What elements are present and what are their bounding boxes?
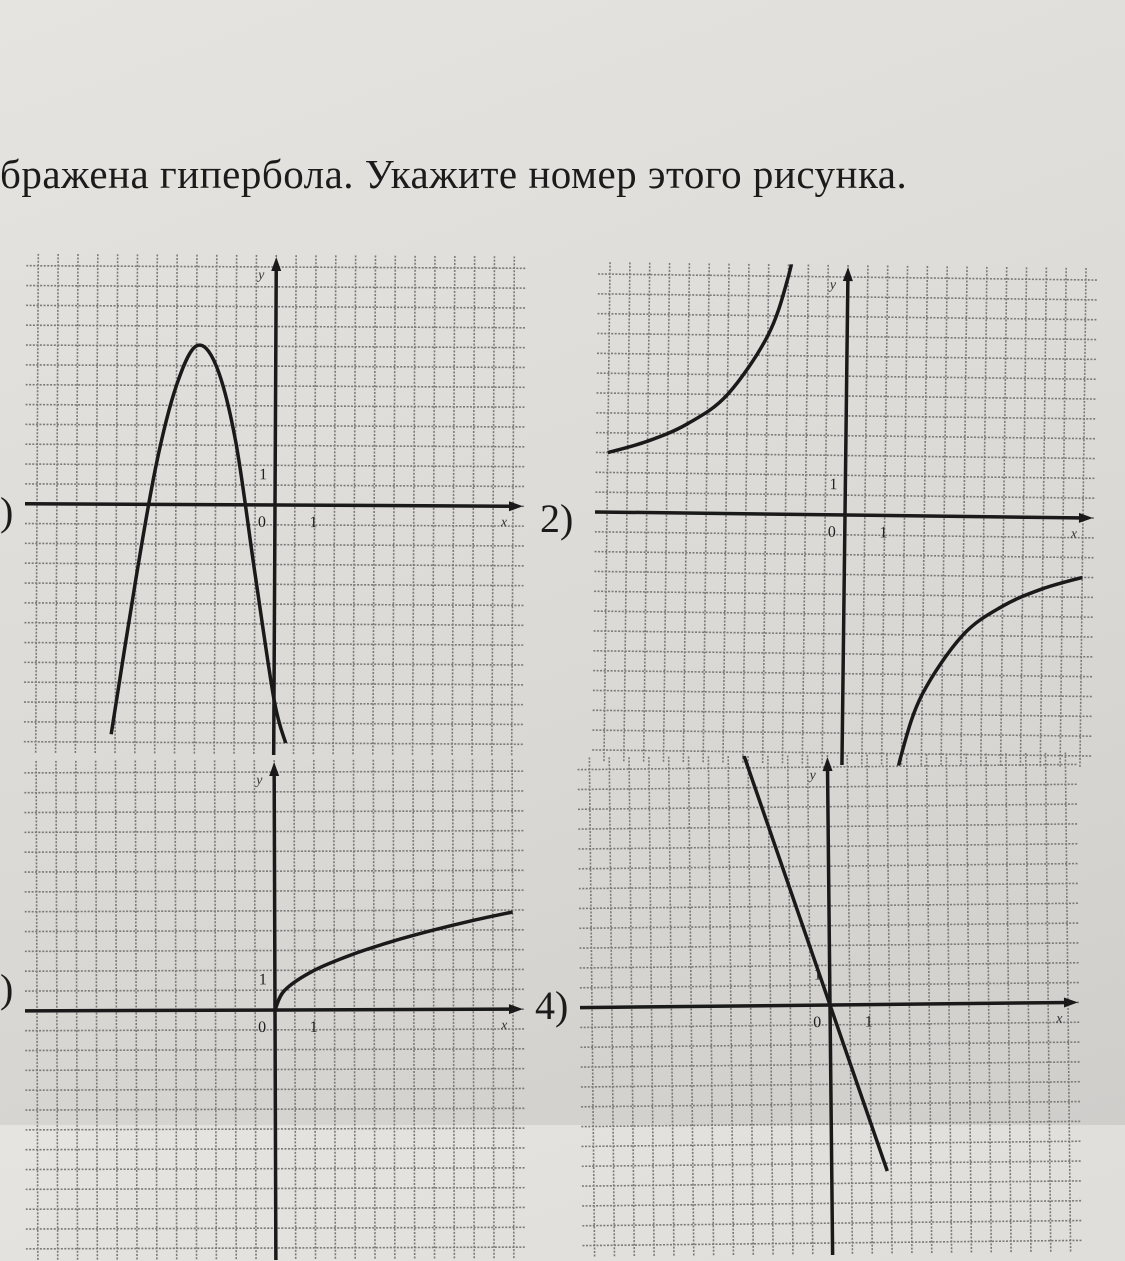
function-curve-1 (608, 262, 801, 455)
x-tick-label-1: 1 (864, 1013, 873, 1031)
panel-label-2: 2) (540, 496, 574, 541)
x-axis (25, 504, 517, 507)
x-axis (25, 1009, 517, 1011)
y-tick-label-1: 1 (813, 966, 822, 984)
y-axis (274, 768, 276, 1260)
y-tick-label-1: 1 (259, 466, 268, 484)
x-tick-label-1: 1 (879, 524, 888, 542)
function-curve-2 (889, 575, 1082, 768)
y-tick-label-1: 1 (258, 971, 267, 989)
x-axis-arrow (509, 501, 523, 511)
x-axis-arrow (1064, 997, 1078, 1007)
x-axis-arrow (1079, 513, 1093, 523)
x-axis-label: x (501, 1018, 508, 1034)
y-axis-arrow (269, 762, 279, 776)
function-curve-1 (740, 752, 887, 1172)
y-axis-label: y (258, 267, 265, 283)
x-axis (595, 512, 1087, 518)
origin-label: 0 (813, 1014, 822, 1032)
origin-label: 0 (257, 513, 266, 531)
x-axis-arrow (509, 1004, 523, 1014)
y-axis-arrow (822, 757, 832, 771)
y-axis (842, 273, 848, 765)
y-axis-label: y (829, 277, 837, 293)
panel-label-3: ) (0, 966, 14, 1011)
graph-panel-4 (577, 752, 1082, 1257)
x-axis-label: x (1070, 526, 1078, 542)
graph-panel-1 (24, 254, 527, 757)
graph-panel-2 (592, 262, 1098, 768)
origin-label: 0 (827, 523, 836, 541)
x-tick-label-1: 1 (309, 514, 318, 532)
y-axis-arrow (843, 267, 853, 281)
y-axis-label: y (809, 768, 816, 784)
y-axis (274, 263, 277, 755)
x-tick-label-1: 1 (309, 1018, 318, 1036)
graph-panel-3 (24, 759, 526, 1261)
panel-label-1: ) (0, 489, 14, 534)
x-axis-label: x (500, 515, 508, 531)
panel-label-4: 4) (535, 983, 569, 1028)
y-axis-arrow (271, 257, 281, 271)
y-tick-label-1: 1 (829, 476, 838, 494)
y-axis-label: y (256, 773, 263, 789)
x-axis-label: x (1056, 1011, 1063, 1027)
x-axis (580, 1002, 1072, 1007)
origin-label: 0 (258, 1019, 267, 1037)
task-text: бражена гипербола. Укажите номер этого рисунка. (0, 151, 908, 197)
